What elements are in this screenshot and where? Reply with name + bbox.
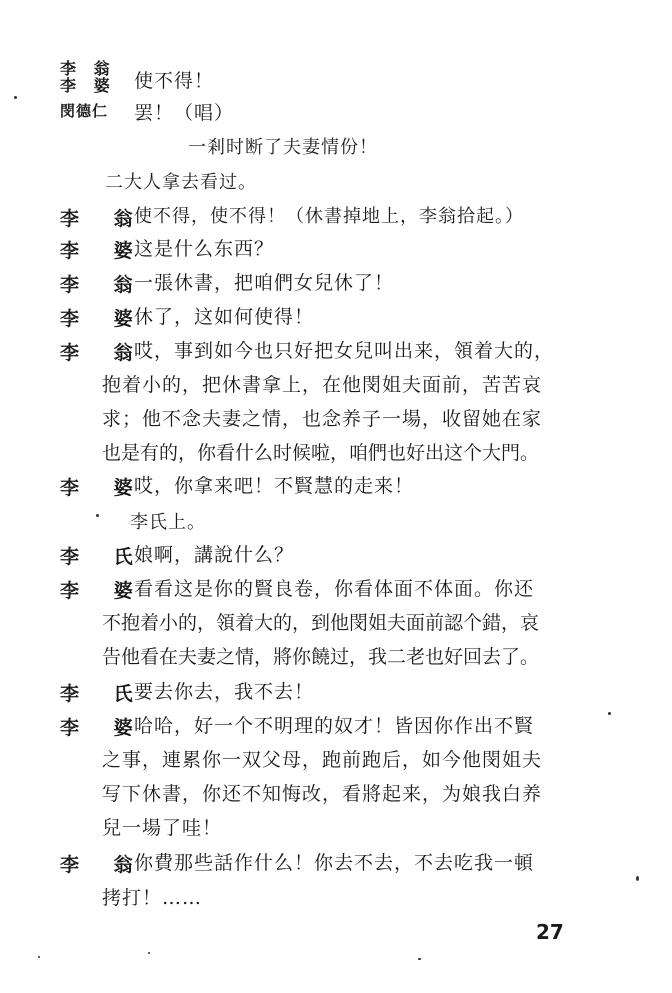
dialogue-text: 一張休書，把咱們女兒休了！ — [134, 272, 395, 294]
dialogue-continuation: 抱着小的，把休書拿上，在他閔姐夫面前，苦苦哀 — [102, 374, 543, 396]
dialogue-text: 哎，你拿来吧！不賢慧的走来！ — [134, 475, 415, 497]
speaker-label: 李 婆 — [60, 76, 116, 95]
dialogue-text: 哈哈，好一个不明理的奴才！皆因你作出不賢 — [134, 715, 535, 737]
dialogue-continuation: 求；他不念夫妻之情，也念养子一場，收留她在家 — [102, 408, 543, 430]
scan-speck — [418, 958, 421, 960]
speaker-label: 李 翁 — [60, 59, 116, 78]
dialogue-continuation: 告他看在夫妻之情，將你饒过，我二老也好回去了。 — [102, 646, 540, 668]
dialogue-text: 使不得，使不得！（休書掉地上，李翁拾起。） — [134, 206, 524, 227]
speaker-label: 李 婆 — [60, 240, 147, 262]
speaker-label: 李 氏 — [60, 683, 147, 705]
stage-direction: 李氏上。 — [130, 512, 206, 533]
speaker-label: 李 婆 — [60, 477, 147, 499]
speaker-label: 李 翁 — [60, 274, 147, 296]
speaker-label: 李 翁 — [60, 342, 147, 364]
dialogue-text: 要去你去，我不去！ — [134, 681, 315, 703]
sung-line: 一剎时断了夫妻情份！ — [188, 137, 378, 158]
speaker-label: 李 氏 — [60, 546, 147, 568]
dialogue-continuation: 也是有的，你看什么时候啦，咱們也好出这个大門。 — [102, 442, 540, 464]
speaker-label: 李 婆 — [60, 308, 147, 330]
dialogue-text: 休了，这如何使得！ — [134, 306, 315, 328]
scan-speck — [38, 956, 40, 958]
speaker-label: 李 翁 — [60, 208, 147, 230]
page-number: 27 — [536, 920, 564, 944]
stage-direction: 二大人拿去看过。 — [105, 172, 257, 193]
speaker-label: 閔德仁 — [60, 102, 109, 120]
scan-speck — [636, 876, 639, 881]
dialogue-text: 使不得！ — [134, 70, 215, 92]
dialogue-text: 娘啊，講說什么？ — [134, 544, 295, 566]
dialogue-continuation: 不抱着小的，領着大的，到他閔姐夫面前認个錯，哀 — [102, 612, 540, 634]
dialogue-continuation: 写下休書，你还不知悔改，看將起来，为娘我白养 — [102, 783, 543, 805]
speaker-label: 李 婆 — [60, 717, 147, 739]
speaker-label: 李 婆 — [60, 580, 147, 602]
dialogue-text: 看看这是你的賢良卷，你看体面不体面。你还 — [134, 578, 535, 600]
scan-speck — [14, 96, 17, 99]
dialogue-text: 这是什么东西？ — [134, 238, 275, 260]
dialogue-text: 哎，事到如今也只好把女兒叫出来，領着大的， — [134, 340, 555, 362]
speaker-label: 李 翁 — [60, 854, 147, 876]
dialogue-continuation: 之事，連累你一双父母，跑前跑后，如今他閔姐夫 — [102, 749, 543, 771]
dialogue-text: 罢！（唱） — [134, 102, 235, 124]
scan-speck — [608, 712, 611, 715]
dialogue-text: 你費那些話作什么！你去不去，不去吃我一頓 — [134, 852, 535, 874]
dialogue-continuation: 兒一場了哇！ — [102, 817, 223, 839]
scan-speck — [96, 514, 99, 517]
scan-speck — [148, 952, 150, 954]
dialogue-continuation: 拷打！…… — [102, 887, 203, 909]
